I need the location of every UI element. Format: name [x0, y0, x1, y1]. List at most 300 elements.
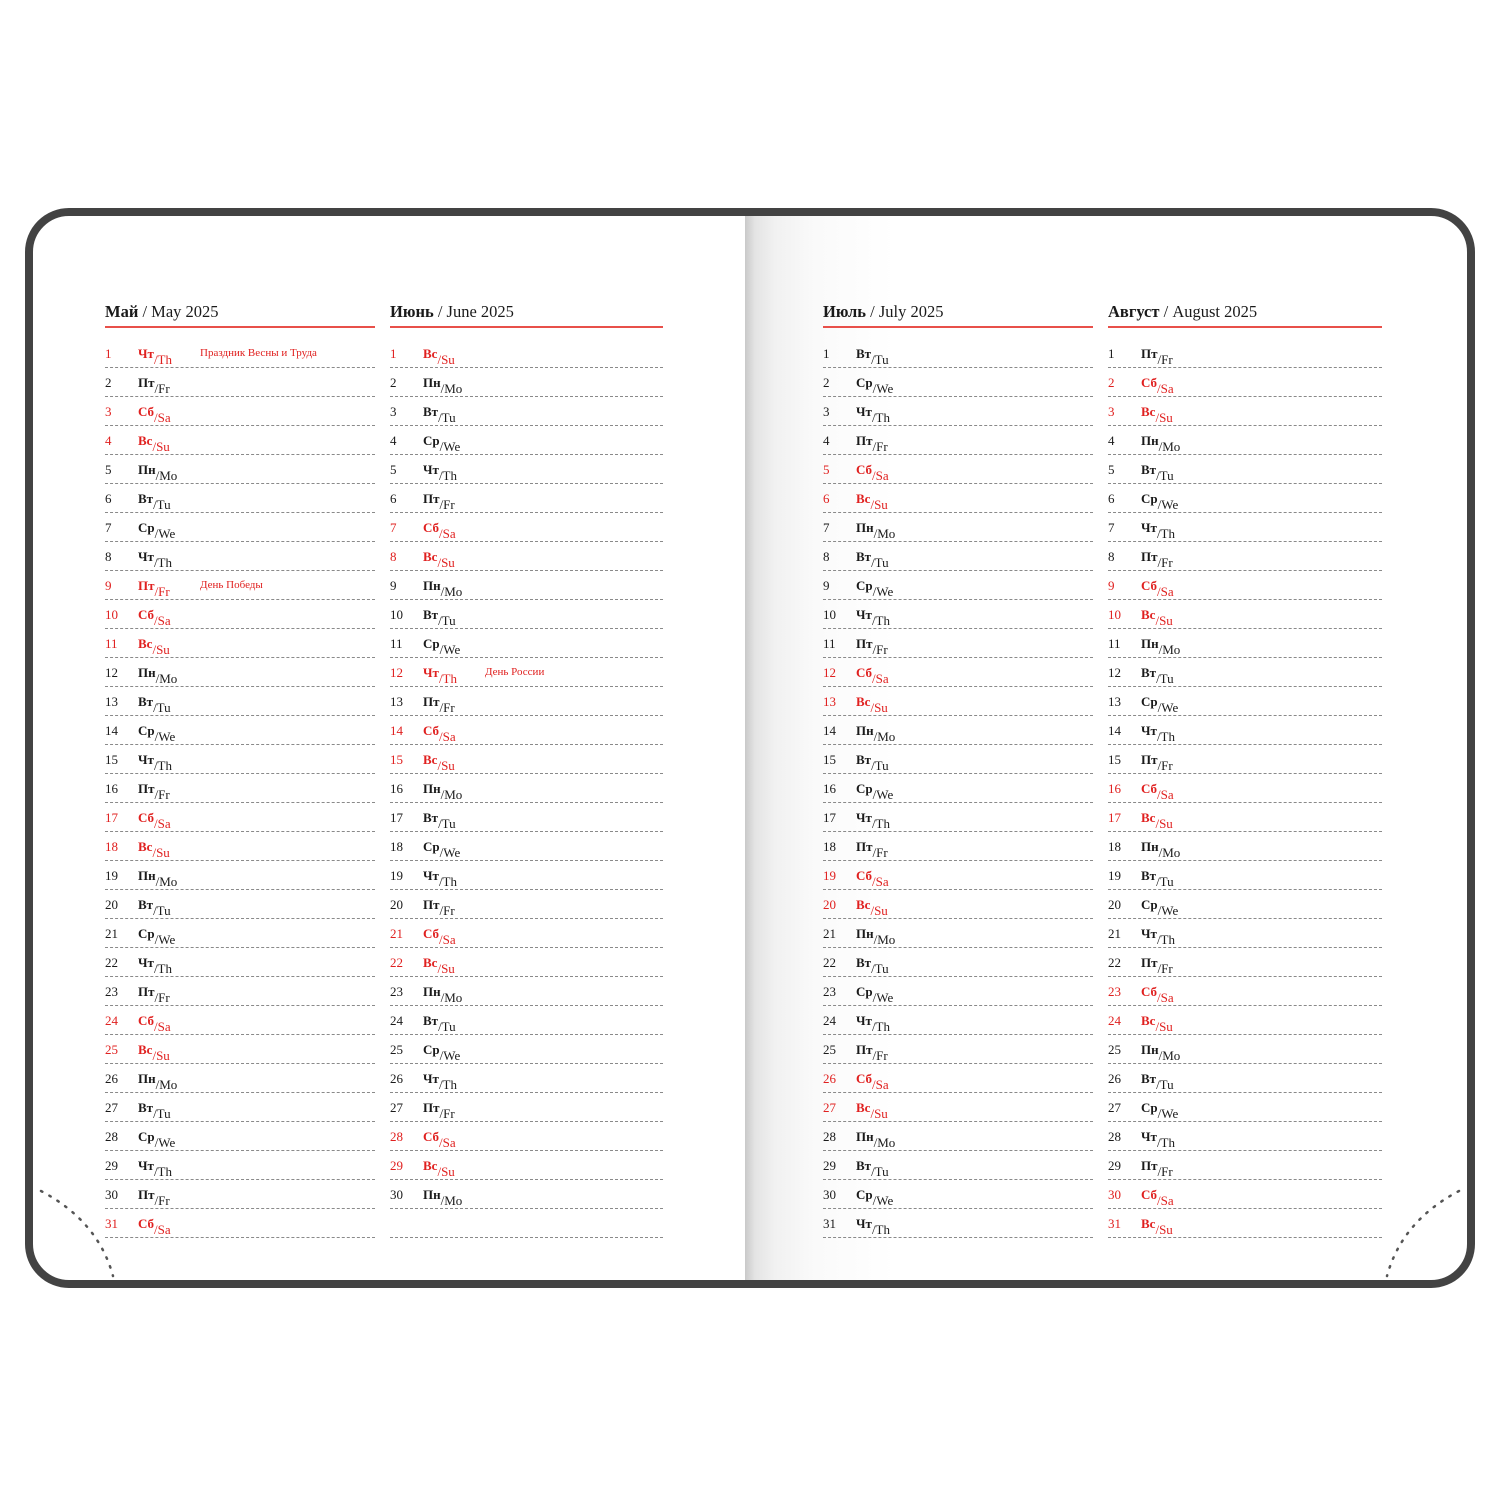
weekday-ru: Пн [856, 1129, 874, 1144]
weekday [423, 462, 457, 483]
weekday-ru: Сб [1141, 984, 1158, 999]
day-number: 31 [1108, 1216, 1121, 1231]
weekday-ru: Пт [856, 433, 873, 448]
day-row [390, 630, 663, 658]
weekday [1141, 694, 1179, 715]
weekday-ru: Пн [138, 1071, 156, 1086]
day-number: 22 [1108, 955, 1121, 970]
day-row [390, 659, 663, 687]
weekday [138, 868, 178, 889]
day-number: 18 [390, 839, 403, 854]
weekday-en: /Su [1155, 1019, 1173, 1034]
weekday-en: /Fr [154, 381, 170, 396]
day-row [823, 572, 1093, 600]
weekday [138, 491, 171, 512]
day-number: 3 [105, 404, 112, 419]
weekday [423, 810, 456, 831]
day-row [1108, 1094, 1382, 1122]
weekday-ru: Вт [856, 346, 872, 361]
day-row [390, 543, 663, 571]
weekday-ru: Вс [423, 955, 438, 970]
day-number: 7 [823, 520, 830, 535]
weekday-en: /Su [1155, 410, 1173, 425]
day-number: 21 [390, 926, 403, 941]
weekday [856, 433, 888, 454]
weekday-ru: Пн [138, 868, 156, 883]
day-row [390, 920, 663, 948]
weekday [856, 839, 888, 860]
day-row [105, 340, 375, 368]
weekday-ru: Пн [1141, 1042, 1159, 1057]
day-row [105, 659, 375, 687]
weekday-en: /Fr [872, 1048, 888, 1063]
day-row [105, 1123, 375, 1151]
weekday [138, 578, 170, 599]
weekday [856, 781, 894, 802]
weekday-en: /Fr [1157, 758, 1173, 773]
day-row [1108, 514, 1382, 542]
day-number: 28 [823, 1129, 836, 1144]
day-row [105, 485, 375, 513]
day-row [105, 746, 375, 774]
weekday-ru: Сб [1141, 375, 1158, 390]
weekday [423, 433, 461, 454]
day-number: 8 [390, 549, 397, 564]
day-number: 15 [105, 752, 118, 767]
weekday-en: /We [154, 932, 176, 947]
day-row [105, 978, 375, 1006]
day-number: 25 [105, 1042, 118, 1057]
day-row [1108, 862, 1382, 890]
weekday-ru: Чт [1141, 520, 1157, 535]
weekday-ru: Ср [856, 984, 873, 999]
weekday-ru: Ср [856, 1187, 873, 1202]
weekday [856, 665, 889, 686]
weekday-ru: Сб [1141, 1187, 1158, 1202]
weekday [423, 1042, 461, 1063]
day-row [1108, 1181, 1382, 1209]
day-row [823, 775, 1093, 803]
weekday-en: /Tu [871, 555, 889, 570]
day-number: 14 [823, 723, 836, 738]
weekday-ru: Вс [1141, 1013, 1156, 1028]
weekday [1141, 1100, 1179, 1121]
weekday-en: /Fr [439, 497, 455, 512]
weekday [1141, 1216, 1173, 1237]
weekday-ru: Ср [856, 578, 873, 593]
weekday [1141, 926, 1175, 947]
day-number: 30 [105, 1187, 118, 1202]
weekday [138, 636, 170, 657]
day-number: 24 [1108, 1013, 1121, 1028]
weekday-en: /Sa [154, 816, 171, 831]
weekday-ru: Сб [138, 607, 155, 622]
day-number: 25 [1108, 1042, 1121, 1057]
day-list [1108, 340, 1382, 1238]
weekday [1141, 810, 1173, 831]
weekday-ru: Сб [856, 665, 873, 680]
day-number: 11 [1108, 636, 1121, 651]
weekday [856, 723, 896, 744]
day-row [1108, 659, 1382, 687]
weekday-en: /Su [437, 1164, 455, 1179]
weekday-en: /Th [871, 1019, 890, 1034]
weekday-ru: Пт [856, 636, 873, 651]
weekday [1141, 375, 1174, 396]
day-row [390, 891, 663, 919]
weekday-en: /Th [871, 613, 890, 628]
day-number: 20 [1108, 897, 1121, 912]
weekday-ru: Сб [423, 1129, 440, 1144]
weekday-ru: Пт [138, 578, 155, 593]
weekday [1141, 1187, 1174, 1208]
day-row [1108, 572, 1382, 600]
weekday [1141, 404, 1173, 425]
weekday-ru: Ср [423, 636, 440, 651]
weekday-ru: Чт [138, 1158, 154, 1173]
weekday-ru: Пн [138, 462, 156, 477]
weekday-en: /Su [870, 903, 888, 918]
day-number: 4 [1108, 433, 1115, 448]
day-number: 22 [823, 955, 836, 970]
weekday-ru: Вс [856, 491, 871, 506]
day-row [823, 717, 1093, 745]
weekday-ru: Ср [423, 433, 440, 448]
day-number: 13 [1108, 694, 1121, 709]
day-number: 4 [823, 433, 830, 448]
weekday-en: /Fr [872, 642, 888, 657]
weekday-ru: Ср [1141, 1100, 1158, 1115]
weekday-en: /We [1157, 497, 1179, 512]
day-number: 30 [823, 1187, 836, 1202]
day-number: 19 [105, 868, 118, 883]
day-number: 5 [390, 462, 397, 477]
weekday [856, 694, 888, 715]
weekday-en: /Mo [873, 729, 896, 744]
weekday-ru: Пн [1141, 839, 1159, 854]
weekday [856, 897, 888, 918]
weekday [138, 607, 171, 628]
day-row [823, 427, 1093, 455]
weekday [1141, 897, 1179, 918]
weekday [138, 1042, 170, 1063]
day-row [1108, 601, 1382, 629]
weekday-en: /Mo [1158, 1048, 1181, 1063]
weekday-en: /Su [1155, 613, 1173, 628]
weekday-ru: Пт [138, 781, 155, 796]
weekday-ru: Вс [856, 1100, 871, 1115]
day-row [823, 1152, 1093, 1180]
day-row [390, 688, 663, 716]
weekday-en: /Sa [872, 874, 889, 889]
day-number: 12 [1108, 665, 1121, 680]
day-row [390, 485, 663, 513]
day-number: 22 [390, 955, 403, 970]
weekday-en: /Mo [440, 1193, 463, 1208]
day-row [105, 601, 375, 629]
day-number: 31 [105, 1216, 118, 1231]
day-row [823, 1210, 1093, 1238]
day-number: 15 [390, 752, 403, 767]
weekday-ru: Вс [423, 1158, 438, 1173]
day-row [105, 1065, 375, 1093]
weekday-en: /Su [870, 497, 888, 512]
weekday-ru: Вс [1141, 1216, 1156, 1231]
weekday [138, 1013, 171, 1034]
weekday-en: /Fr [154, 990, 170, 1005]
month-name-en: / July 2025 [870, 302, 944, 321]
weekday-ru: Чт [423, 1071, 439, 1086]
weekday-en: /Th [153, 352, 172, 367]
weekday-en: /Th [438, 468, 457, 483]
weekday-en: /Sa [439, 526, 456, 541]
weekday [138, 665, 178, 686]
day-number: 23 [105, 984, 118, 999]
weekday [856, 1187, 894, 1208]
day-row [105, 1094, 375, 1122]
weekday [423, 984, 463, 1005]
day-number: 20 [390, 897, 403, 912]
weekday-en: /Mo [1158, 845, 1181, 860]
weekday-en: /Sa [154, 613, 171, 628]
day-row [823, 833, 1093, 861]
day-row [823, 949, 1093, 977]
day-number: 16 [105, 781, 118, 796]
weekday-ru: Чт [1141, 1129, 1157, 1144]
weekday [423, 375, 463, 396]
month-name-ru: Май [105, 302, 139, 321]
day-row [105, 775, 375, 803]
weekday-ru: Вс [856, 694, 871, 709]
weekday-ru: Сб [423, 520, 440, 535]
weekday-en: /We [439, 642, 461, 657]
weekday-ru: Ср [856, 781, 873, 796]
weekday-ru: Вт [1141, 665, 1157, 680]
day-row [1108, 775, 1382, 803]
day-number: 12 [823, 665, 836, 680]
day-number: 20 [823, 897, 836, 912]
weekday-en: /Sa [439, 1135, 456, 1150]
weekday-ru: Чт [856, 810, 872, 825]
weekday [423, 520, 456, 541]
holiday-note: Праздник Весны и Труда [200, 347, 317, 359]
day-row [1108, 1065, 1382, 1093]
weekday-en: /Su [437, 961, 455, 976]
day-row [390, 1065, 663, 1093]
day-number: 21 [105, 926, 118, 941]
weekday-en: /Mo [440, 990, 463, 1005]
weekday [138, 1216, 171, 1237]
weekday-en: /Th [871, 1222, 890, 1237]
day-number: 11 [105, 636, 118, 651]
weekday [423, 694, 455, 715]
weekday-en: /Fr [439, 700, 455, 715]
weekday-en: /Mo [440, 584, 463, 599]
day-row [1108, 1007, 1382, 1035]
weekday-en: /Tu [438, 1019, 456, 1034]
day-number: 17 [390, 810, 403, 825]
weekday-en: /Tu [1156, 468, 1174, 483]
weekday-ru: Чт [856, 404, 872, 419]
weekday [423, 781, 463, 802]
day-number: 28 [105, 1129, 118, 1144]
weekday-ru: Пт [138, 984, 155, 999]
weekday [138, 897, 171, 918]
day-row [390, 717, 663, 745]
day-row [105, 949, 375, 977]
month-may [105, 302, 375, 1239]
weekday [138, 1071, 178, 1092]
weekday-ru: Вт [423, 607, 439, 622]
day-number: 27 [105, 1100, 118, 1115]
weekday-en: /Th [1156, 932, 1175, 947]
weekday-ru: Вт [856, 1158, 872, 1173]
day-row [1108, 1152, 1382, 1180]
weekday-ru: Пт [1141, 549, 1158, 564]
weekday-ru: Сб [138, 1013, 155, 1028]
weekday [138, 1158, 172, 1179]
day-number: 23 [1108, 984, 1121, 999]
day-number: 29 [823, 1158, 836, 1173]
weekday-en: /Th [153, 1164, 172, 1179]
day-row [390, 1152, 663, 1180]
day-row [823, 398, 1093, 426]
weekday-en: /Sa [872, 1077, 889, 1092]
day-number: 24 [823, 1013, 836, 1028]
weekday-ru: Ср [423, 1042, 440, 1057]
weekday-en: /We [154, 526, 176, 541]
day-number: 1 [823, 346, 830, 361]
weekday [423, 636, 461, 657]
weekday-ru: Вт [1141, 462, 1157, 477]
weekday-ru: Вт [1141, 1071, 1157, 1086]
weekday-en: /We [439, 1048, 461, 1063]
weekday-en: /Sa [872, 671, 889, 686]
weekday [138, 462, 178, 483]
weekday-ru: Пт [1141, 752, 1158, 767]
weekday-en: /Tu [438, 613, 456, 628]
weekday-en: /Th [153, 961, 172, 976]
day-number: 10 [1108, 607, 1121, 622]
weekday [1141, 1013, 1173, 1034]
weekday-ru: Пт [423, 694, 440, 709]
weekday-en: /Mo [1158, 439, 1181, 454]
weekday-ru: Пт [1141, 346, 1158, 361]
weekday [856, 868, 889, 889]
day-row [823, 1007, 1093, 1035]
day-row [390, 978, 663, 1006]
weekday-en: /Th [1156, 729, 1175, 744]
day-row [1108, 746, 1382, 774]
day-row [1108, 1123, 1382, 1151]
weekday [138, 694, 171, 715]
weekday [423, 1071, 457, 1092]
day-row [105, 804, 375, 832]
day-row [105, 630, 375, 658]
month-name-ru: Июнь [390, 302, 434, 321]
weekday [856, 462, 889, 483]
weekday [138, 723, 176, 744]
month-header [1108, 302, 1382, 328]
weekday-ru: Чт [138, 955, 154, 970]
weekday-en: /Sa [872, 468, 889, 483]
day-number: 14 [390, 723, 403, 738]
day-list [823, 340, 1093, 1238]
weekday-ru: Вс [138, 636, 153, 651]
weekday [423, 868, 457, 889]
day-row [823, 1123, 1093, 1151]
weekday-en: /We [154, 1135, 176, 1150]
day-row [105, 920, 375, 948]
weekday-en: /We [1157, 700, 1179, 715]
weekday [1141, 781, 1174, 802]
weekday-en: /Mo [873, 932, 896, 947]
weekday-ru: Вс [856, 897, 871, 912]
planner-spread [25, 208, 1475, 1288]
day-row [823, 659, 1093, 687]
weekday-ru: Сб [423, 926, 440, 941]
day-number: 24 [105, 1013, 118, 1028]
day-number: 29 [390, 1158, 403, 1173]
weekday [856, 578, 894, 599]
weekday-en: /Fr [154, 1193, 170, 1208]
weekday-ru: Вс [138, 839, 153, 854]
weekday [138, 810, 171, 831]
weekday-en: /Fr [1157, 961, 1173, 976]
day-number: 9 [105, 578, 112, 593]
day-row [390, 746, 663, 774]
weekday-en: /Sa [439, 932, 456, 947]
day-number: 26 [105, 1071, 118, 1086]
month-august [1108, 302, 1382, 1239]
day-row [1108, 1210, 1382, 1238]
weekday-ru: Пн [1141, 636, 1159, 651]
day-number: 8 [1108, 549, 1115, 564]
day-number: 15 [823, 752, 836, 767]
weekday [1141, 433, 1181, 454]
day-number: 5 [823, 462, 830, 477]
weekday [423, 346, 455, 367]
day-row [390, 1123, 663, 1151]
day-number: 26 [823, 1071, 836, 1086]
day-row [1108, 688, 1382, 716]
weekday [138, 1100, 171, 1121]
day-row [1108, 369, 1382, 397]
weekday-en: /Sa [1157, 990, 1174, 1005]
weekday [423, 607, 456, 628]
day-number: 7 [1108, 520, 1115, 535]
day-row [105, 862, 375, 890]
day-number: 30 [1108, 1187, 1121, 1202]
weekday [423, 1013, 456, 1034]
weekday-en: /We [1157, 903, 1179, 918]
day-row [105, 717, 375, 745]
weekday-en: /Th [871, 410, 890, 425]
day-row [390, 369, 663, 397]
day-row [105, 1181, 375, 1209]
day-row [1108, 1036, 1382, 1064]
weekday-ru: Вт [856, 549, 872, 564]
weekday-ru: Вс [138, 1042, 153, 1057]
weekday-en: /Su [152, 439, 170, 454]
day-row [1108, 485, 1382, 513]
weekday-en: /Sa [154, 1019, 171, 1034]
weekday-en: /Sa [154, 410, 171, 425]
day-row [823, 369, 1093, 397]
weekday [423, 491, 455, 512]
day-row [823, 746, 1093, 774]
weekday-ru: Пн [423, 1187, 441, 1202]
